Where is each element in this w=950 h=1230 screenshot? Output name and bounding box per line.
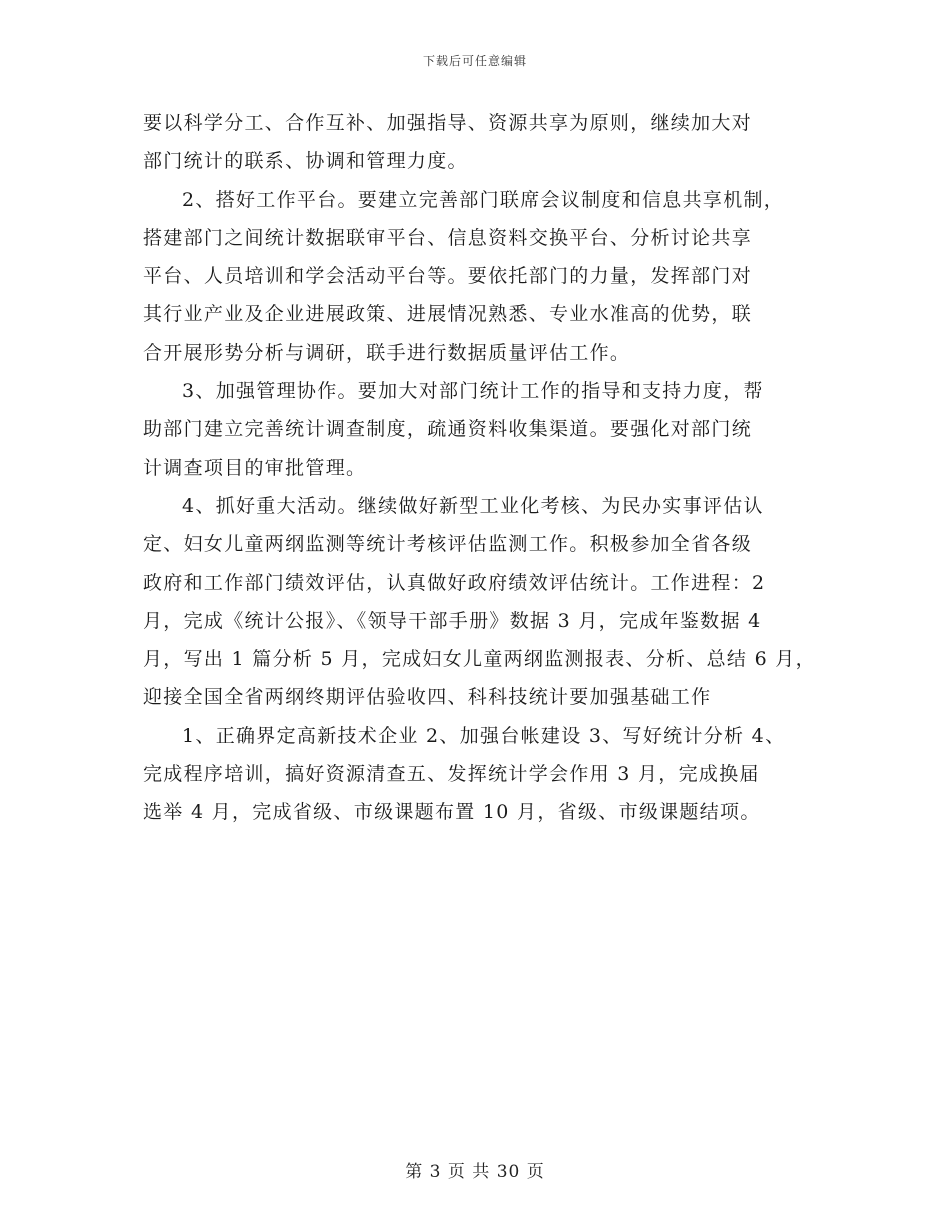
text-line: 完成程序培训，搞好资源清查五、发挥统计学会作用 3 月，完成换届: [143, 763, 760, 786]
text-line: 合开展形势分析与调研，联手进行数据质量评估工作。: [143, 341, 631, 364]
text-line: 选举 4 月，完成省级、市级课题布置 10 月，省级、市级课题结项。: [143, 801, 761, 824]
text-line: 要以科学分工、合作互补、加强指导、资源共享为原则，继续加大对: [143, 112, 753, 134]
page-number-footer: 第 3 页 共 30 页: [405, 1162, 545, 1182]
text-line: 定、妇女儿童两纲监测等统计考核评估监测工作。积极参加全省各级: [143, 533, 753, 556]
text-line: 其行业产业及企业进展政策、进展情况熟悉、专业水准高的优势，联: [143, 303, 753, 326]
text-line: 搭建部门之间统计数据联审平台、信息资料交换平台、分析讨论共享: [143, 226, 753, 249]
paragraph-start-line: 4、抓好重大活动。继续做好新型工业化考核、为民办实事评估认: [182, 494, 764, 517]
text-line: 政府和工作部门绩效评估，认真做好政府绩效评估统计。工作进程：2: [143, 571, 766, 594]
text-line: 部门统计的联系、协调和管理力度。: [143, 150, 468, 173]
paragraph-start-line: 3、加强管理协作。要加大对部门统计工作的指导和支持力度，帮: [182, 380, 764, 403]
paragraph-start-line: 2、搭好工作平台。要建立完善部门联席会议制度和信息共享机制，: [182, 188, 785, 211]
text-line: 迎接全国全省两纲终期评估验收四、科科技统计要加强基础工作: [143, 686, 712, 709]
text-line: 月，完成《统计公报》、《领导干部手册》数据 3 月，完成年鉴数据 4: [143, 609, 762, 632]
paragraph-start-line: 1、正确界定高新技术企业 2、加强台帐建设 3、写好统计分析 4、: [182, 724, 786, 747]
text-line: 月，写出 1 篇分析 5 月，完成妇女儿童两纲监测报表、分析、总结 6 月，: [143, 648, 816, 671]
document-body: [143, 104, 823, 832]
text-line: 平台、人员培训和学会活动平台等。要依托部门的力量，发挥部门对: [143, 265, 753, 288]
text-line: 助部门建立完善统计调查制度，疏通资料收集渠道。要强化对部门统: [143, 418, 753, 441]
page-header: 下载后可任意编辑: [422, 54, 527, 68]
text-line: 计调查项目的审批管理。: [143, 456, 367, 479]
